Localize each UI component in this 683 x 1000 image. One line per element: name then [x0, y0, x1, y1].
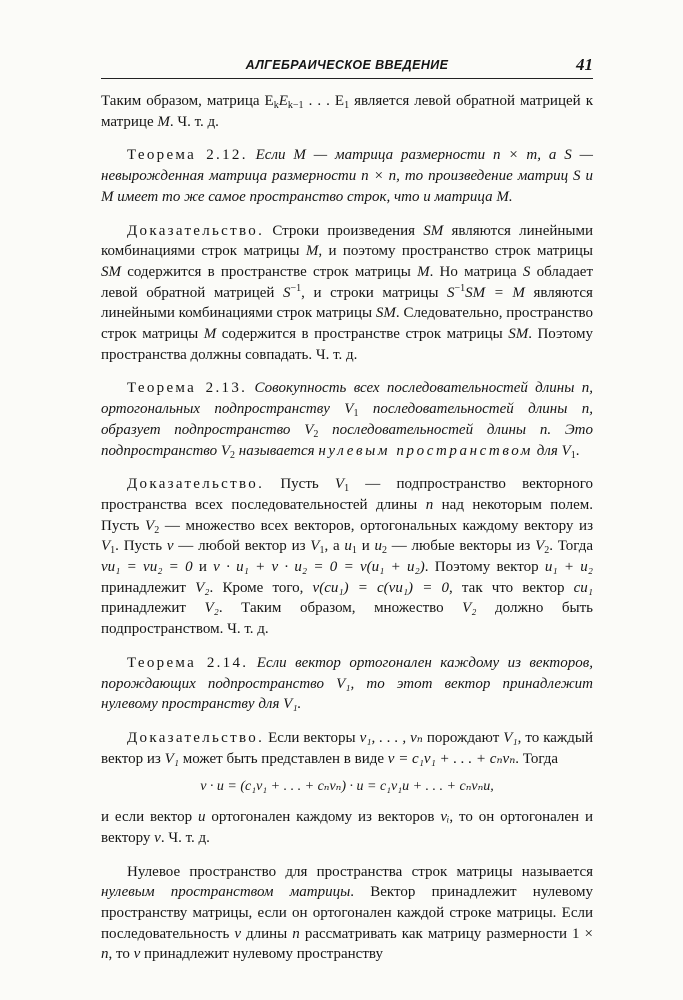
- proof-label: Доказательство.: [127, 222, 265, 239]
- display-formula: v · u = (c₁v₁ + . . . + cₙvₙ) · u = c₁v₁u + . . . + cₙvₙu,: [200, 779, 494, 795]
- theorem-label: Теорема 2.12.: [127, 147, 248, 164]
- proof-2-13: Доказательство. Пусть $V_1$ — подпространство векторного пространства всех последовательностей длины n над некоторым полем. Пусть $V_2$ — множество всех векторов, ортогональных каждому вектору из $V_1$. Пусть v — любой вектор из $V_1$, а $u_1$ и $u_2$ — любые векторы из $V_2$. Тогда vu₁ = vu₂ = 0 и v · u₁ + v · u₂ = 0 = v(u₁ + u₂). Поэтому вектор u₁ + u₂ принадлежит V₂. Кроме того, v(cu₁) = c(vu₁) = 0, так что вектор cu₁ принадлежит V₂. Таким образом, множество V₂ должно быть подпространством. Ч. т. д.: [101, 476, 594, 638]
- theorem-2-14: [101, 653, 593, 715]
- proof-2-14: Доказательство. Если векторы v₁, . . . , vₙ порождают V₁, то каждый вектор из V₁ может быть представлен в виде v = c₁v₁ + . . . + cₙvₙ. Тогда: [101, 729, 594, 767]
- page-number: 41: [576, 55, 593, 74]
- term-null-space: нулевым пространством: [318, 442, 533, 459]
- theorem-statement: Если M — матрица размерности n × m, а S — невырожденная матрица размерности n × n, то произведение матриц S и M имеет то же самое пространство строк, что и матрица M.: [101, 147, 593, 205]
- theorem-label: Теорема 2.13.: [127, 380, 248, 397]
- page-body: [101, 91, 593, 965]
- theorem-2-13: Теорема 2.13. Совокупность всех последовательностей длины n, ортогональных подпространству $V_1$ последовательностей длины n, образует подпространство $V_2$ последовательностей длины n. Это подпространство $V_2$ называется нулевым пространством для $V_1$.: [101, 380, 593, 461]
- proof-2-12: Доказательство. Строки произведения SM являются линейными комбинациями строк матрицы M, и поэтому пространство строк матрицы SM содержится в пространстве строк матрицы M. Но матрица S обладает левой обратной матрицей $S^{-1}$, и строки матрицы $S^{-1}SM = M$ являются линейными комбинациями строк матрицы SM. Следовательно, пространство строк матрицы M содержится в пространстве строк матрицы SM. Поэтому пространства должны совпадать. Ч. т. д.: [101, 222, 593, 363]
- proof-label: Доказательство.: [127, 729, 265, 746]
- paragraph-null-space-definition: Нулевое пространство для пространства строк матрицы называется нулевым пространством матрицы. Вектор принадлежит нулевому пространству матрицы, если он ортогонален каждой строке матрицы. Если последовательность v длины n рассматривать как матрицу размерности 1 × n, то v принадлежит нулевому пространству: [101, 863, 593, 963]
- theorem-label: Теорема 2.14.: [127, 654, 249, 671]
- page-header: [101, 56, 593, 79]
- running-head: АЛГЕБРАИЧЕСКОЕ ВВЕДЕНИЕ: [245, 58, 449, 72]
- theorem-statement: Если вектор ортогонален каждому из векторов, порождающих подпространство V₁, то этот вектор принадлежит нулевому пространству для V₁.: [101, 654, 593, 713]
- paragraph-conclusion: Таким образом, матрица $E_kE_{k-1}$ . . . $E_1$ является левой обратной матрицей к матрице M. Ч. т. д.: [101, 93, 593, 130]
- proof-label: Доказательство.: [127, 476, 265, 493]
- paragraph-after-formula: и если вектор u ортогонален каждому из векторов vᵢ, то он ортогонален и вектору v. Ч. т. д.: [101, 809, 593, 846]
- theorem-2-12: [101, 145, 593, 207]
- term-null-space-of-matrix: нулевым пространством матрицы: [101, 884, 351, 901]
